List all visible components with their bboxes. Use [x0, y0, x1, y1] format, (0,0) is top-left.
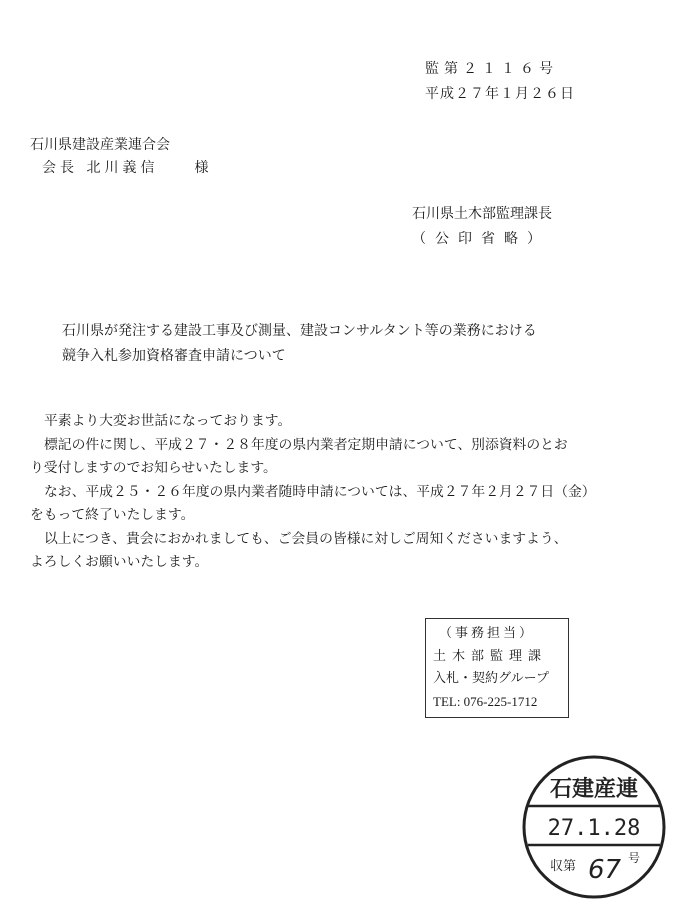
body-line: り受付しますのでお知らせいたします。	[30, 460, 277, 476]
received-stamp	[520, 752, 668, 902]
body-line: よろしくお願いいたします。	[30, 554, 209, 570]
letter-body	[30, 410, 596, 575]
sender-department: 石川県土木部監理課長	[412, 206, 552, 222]
body-line: なお、平成２５・２６年度の県内業者随時申請については、平成２７年２月２７日（金）	[44, 483, 596, 500]
contact-box	[425, 618, 569, 718]
subject-line-2: 競争入札参加資格審査申請について	[62, 348, 286, 364]
contact-group: 入札・契約グループ	[433, 671, 549, 686]
body-line: 平素より大変お世話になっております。	[44, 413, 292, 429]
recipient-name: 会長 北川義信 様	[42, 160, 213, 176]
document-date: 平成２７年１月２６日	[425, 86, 575, 102]
contact-phone: TEL: 076-225-1712	[433, 693, 538, 709]
recipient-organization: 石川県建設産業連合会	[30, 137, 170, 153]
body-line: 以上につき、貴会におかれましても、ご会員の皆様に対しご周知くださいますよう、	[44, 530, 568, 547]
stamp-organization: 石建産連	[549, 777, 639, 802]
subject-line-1: 石川県が発注する建設工事及び測量、建設コンサルタント等の業務における	[62, 323, 537, 339]
body-line: 標記の件に関し、平成２７・２８年度の県内業者定期申請について、別添資料のとお	[44, 436, 568, 453]
stamp-label: 収第	[550, 859, 577, 874]
reference-number: 監第２１１６号	[425, 61, 558, 77]
seal-omitted-note: （公印省略）	[412, 231, 550, 247]
contact-title: （事務担当）	[439, 626, 536, 641]
stamp-date: 27.1.28	[547, 816, 641, 841]
contact-department: 土木部監理課	[433, 648, 548, 664]
body-line: をもって終了いたします。	[30, 507, 195, 523]
stamp-number: 67	[588, 855, 622, 885]
stamp-unit: 号	[628, 851, 641, 865]
